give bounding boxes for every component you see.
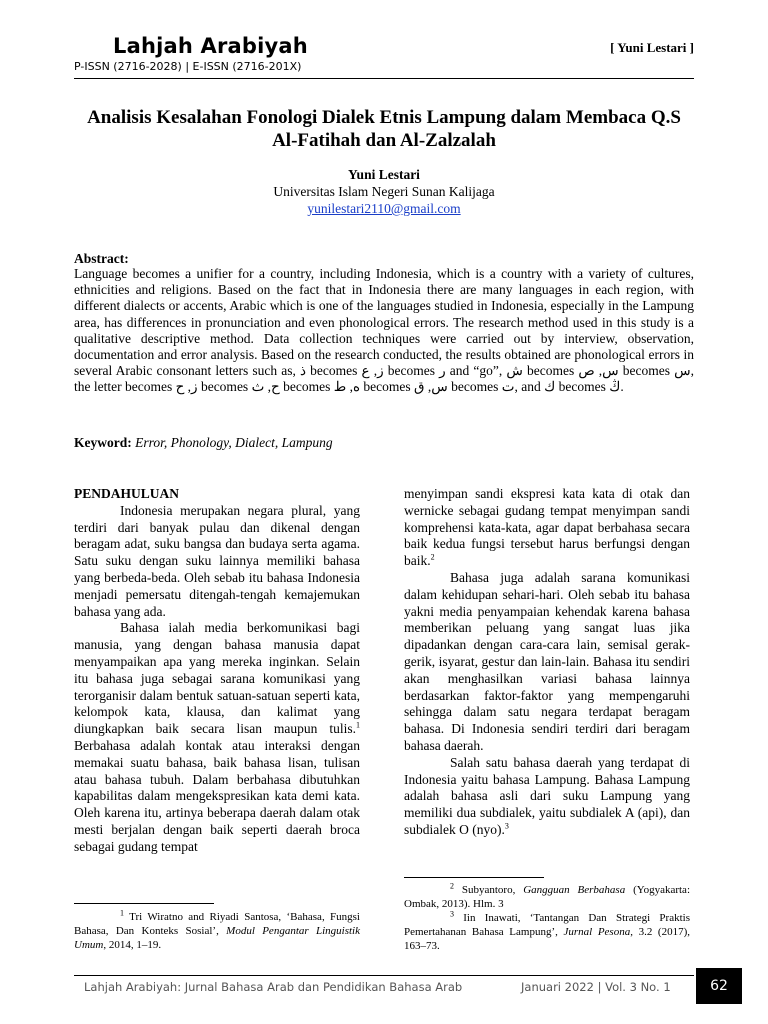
paragraph: Indonesia merupakan negara plural, yang terdiri dari banyak pulau dan dikenal dengan beragam adat, suku bangsa dan budaya serta agama. Satu suku dengan suku lainnya memiliki bahasa yang berbeda-beda. Oleh sebab itu bahasa Indonesia menjadi pemersatu ditengah-tengah kemajemukan bahasa yang ada. [74,502,360,619]
paragraph-text: Salah satu bahasa daerah yang terdapat di Indonesia yaitu bahasa Lampung. Bahasa Lampung adalah bahasa asli dari suku Lampung yang memiliki dua subdialek, yaitu subdialek A (api), dan subdialek O (nyo). [404,754,690,837]
keyword-label: Keyword: [74,435,132,450]
footer-journal-name: Lahjah Arabiyah: Jurnal Bahasa Arab dan Pendidikan Bahasa Arab [84,980,463,994]
author-name: Yuni Lestari [348,167,420,182]
footnote-text: Tri Wiratno and Riyadi Santosa, ‘Bahasa, Fungsi Bahasa, Dan Konteks Sosial’, [74,911,360,937]
footnote-2 [404,883,690,911]
keyword-text: Error, Phonology, Dialect, Lampung [135,435,333,450]
keyword-line [74,435,694,451]
header-divider [74,78,694,79]
footer-divider [74,975,694,976]
paragraph [74,620,360,855]
paragraph-text: Berbahasa adalah kontak atau interaksi dengan memakai suatu bahasa, baik bahasa lisan, tulisan atau bahasa tubuh. Dalam berbahasa dibutuhkan kapabilitas dalam mengekspresikan kata demi kata. Oleh karena itu, artinya beberapa daerah dalam otak mesti berjalan dengan baik seperti daerah broca sebagai gudang tempat [74,737,360,854]
page-number: 62 [696,968,742,1004]
section-heading: PENDAHULUAN [74,486,180,501]
paragraph-text: menyimpan sandi ekspresi kata kata di otak dan wernicke sebagai gudang tempat menyimpan sandi komprehensi kata-kata, agar dapat berbahasa secara baik kedua fungsi tersebut harus berfungsi dengan baik. [404,486,690,569]
author-affiliation: Universitas Islam Negeri Sunan Kalijaga [273,184,495,199]
body-right-column [404,486,690,839]
issn-line: P-ISSN (2716-2028) | E-ISSN (2716-201X) [74,60,302,73]
article-title: Analisis Kesalahan Fonologi Dialek Etnis Lampung dalam Membaca Q.S Al-Fatihah dan Al-Zalzalah [87,107,681,151]
abstract-heading: Abstract: [74,251,129,266]
footnote-title: Gangguan Berbahasa [523,884,626,896]
footnote-text: (Yogyakarta: Ombak, 2013). Hlm. 3 [404,884,690,910]
footnote-text: Iin Inawati, ‘Tantangan Dan Strategi Praktis Pemertahanan Bahasa Lampung’, [404,912,690,938]
footnote-ref[interactable]: 3 [504,821,509,831]
footnote-ref[interactable]: 2 [430,552,435,562]
footnote-3 [404,911,690,953]
paragraph [404,755,690,839]
footnote-divider [404,877,544,878]
journal-name: Lahjah Arabiyah [113,34,308,58]
footnote-mark: 2 [450,881,454,891]
author-email-link[interactable]: yunilestari2110@gmail.com [307,201,461,216]
footnote-text: , 2014, 1–19. [103,939,162,951]
footnote-mark: 1 [120,908,124,918]
footnote-title: Jurnal Pesona [563,926,631,938]
paragraph-text: Bahasa ialah media berkomunikasi bagi manusia, yang dengan bahasa manusia dapat menyampaikan apa yang mereka inginkan. Selain itu bahasa juga sebagai sarana komunikasi yang terorganisir dalam bentuk satuan-satuan seperti kata, kelompok kata, klausa, dan kalimat yang diungkapkan baik secara lisan maupun tulis. [74,620,360,737]
abstract-text: Language becomes a unifier for a country, including Indonesia, which is a country with a variety of cultures, ethnicities and religions. Based on the fact that in Indonesia there are many languages in each region, with different dialects or accents, Arabic which is one of the languages studied in Indonesia, especially in the Lampung area, has differences in pronunciation and even phonological errors. The research method used in this study is a qualitative descriptive method. Data collection techniques were carried out by interview, observation, documentation and error analysis. Based on the research conducted, the results obtained are phonological errors in several Arabic consonant letters such as, ذ becomes ز, ع becomes ر and “go”, ش becomes س, ص becomes س, the letter becomes ز, ح becomes ح, ث becomes ه, ط becomes س, ق becomes ت, and ك becomes ڭ. [74,266,694,395]
body-left-column [74,486,360,856]
paragraph: Bahasa juga adalah sarana komunikasi dalam kehidupan sehari-hari. Oleh sebab itu bahasa yakni media penyampaian kehendak karena bahasa memberikan peluang yang sangat luas jika dipadankan dengan cara-cara lain, semisal gerak-gerik, isyarat, gestur dan lain-lain. Bahasa itu sendiri akan menghasilkan variasi bahasa lainnya berdasarkan faktor-faktor yang mempengaruhi sehingga dalam satu negara terdapat beragam bahasa. Di Indonesia sendiri terdiri dari beragam bahasa daerah. [404,569,690,753]
author-email [74,201,694,217]
running-author: [ Yuni Lestari ] [610,40,694,55]
footer-issue: Januari 2022 | Vol. 3 No. 1 [521,980,671,994]
footnote-ref[interactable]: 1 [356,720,360,730]
footnote-text: Subyantoro, [454,884,524,896]
footnote-title: Modul Pengantar Linguistik Umum [74,925,360,951]
footnote-text: , 3.2 (2017), 163–73. [404,926,691,952]
footnote-1 [74,910,360,952]
footnote-mark: 3 [450,909,454,919]
footnote-divider [74,903,214,904]
paragraph [404,486,690,570]
